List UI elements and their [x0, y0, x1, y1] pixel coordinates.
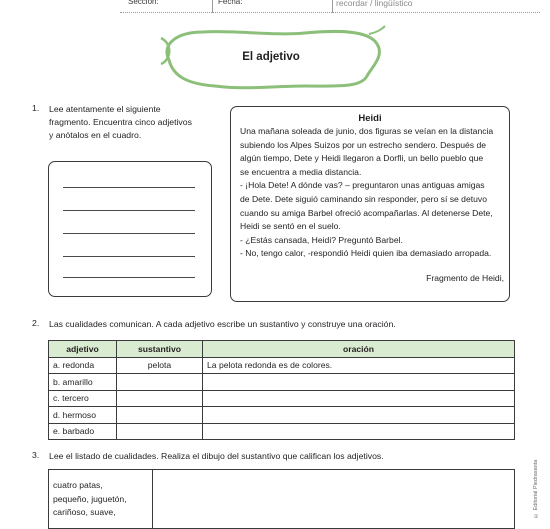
story-line: Heidi se sentó en el suelo.: [240, 221, 341, 232]
table-row: [49, 357, 515, 374]
section-label: Sección:: [128, 0, 159, 6]
sentence-cell[interactable]: [203, 407, 515, 424]
page-title: El adjetivo: [242, 51, 300, 63]
noun-cell[interactable]: pelota: [117, 357, 203, 374]
table-row: [49, 374, 515, 391]
story-line: de Dete. Dete siguió caminando sin responder, pero sí se detuvo: [240, 193, 487, 204]
exercise-3-number: 3.: [32, 450, 40, 460]
story-line: - ¡Hola Dete! A dónde vas? – preguntaron unas antiguas amigas: [240, 180, 485, 191]
exercise-2-instruction: Las cualidades comunican. A cada adjetivo escribe un sustantivo y construye una oración.: [49, 319, 396, 329]
exercise-1-instruction: [49, 103, 224, 142]
table-row: [49, 470, 515, 529]
story-line: Una mañana soleada de junio, dos figuras se veían en la distancia: [240, 126, 494, 136]
quality-line: cuatro patas,: [53, 480, 103, 490]
sentence-cell[interactable]: [203, 374, 515, 391]
column-header-adjetivo: adjetivo: [49, 341, 117, 358]
quality-line: cariñoso, suave,: [53, 507, 116, 517]
noun-cell[interactable]: [117, 407, 203, 424]
story-line: cuando su amiga Barbel ofreció acompañarlas. Al detenerse Dete,: [240, 207, 493, 218]
table-row: [49, 423, 515, 440]
adjective-cell: b. amarillo: [49, 374, 117, 391]
sentence-cell[interactable]: [203, 390, 515, 407]
adjective-table: [48, 340, 515, 440]
table-header-row: [49, 341, 515, 358]
exercise-3-instruction: Lee el listado de cualidades. Realiza el dibujo del sustantivo que califican los adjetivos.: [49, 451, 384, 461]
adjective-cell: e. barbado: [49, 423, 117, 440]
adjective-cell: d. hermoso: [49, 407, 117, 424]
story-line: algún tiempo, Dete y Heidi llegaron a Dorfli, un bello pueblo que: [240, 153, 484, 164]
instruction-line: Lee atentamente el siguiente: [49, 104, 161, 114]
qualities-table: [48, 469, 515, 529]
instruction-line: fragmento. Encuentra cinco adjetivos: [49, 117, 192, 127]
publisher-side-note: © Editorial Piedrasanta: [533, 459, 539, 518]
date-label: Fecha:: [218, 0, 243, 6]
table-row: [49, 390, 515, 407]
qualities-list-cell: [49, 470, 153, 529]
noun-cell[interactable]: [117, 390, 203, 407]
table-row: [49, 407, 515, 424]
story-line: - No, tengo calor, -respondió Heidi quien iba demasiado arropada.: [240, 248, 492, 259]
story-title: Heidi: [358, 113, 382, 124]
adjective-cell: a. redonda: [49, 357, 117, 374]
exercise-1-number: 1.: [32, 103, 40, 113]
story-line: subiendo los Alpes Suizos por un estrecho sendero. Después de: [240, 139, 487, 150]
header-dotted-line: [120, 12, 540, 13]
exercise-2-number: 2.: [32, 318, 40, 328]
adjective-answer-line-1[interactable]: [63, 187, 195, 188]
adjective-cell: c. tercero: [49, 390, 117, 407]
story-text: [240, 125, 506, 261]
instruction-line: y anótalos en el cuadro.: [49, 130, 142, 140]
activity-type-hint: recordar / lingüístico: [336, 0, 413, 8]
column-header-oracion: oración: [203, 341, 515, 358]
column-header-sustantivo: sustantivo: [117, 341, 203, 358]
sentence-cell[interactable]: [203, 423, 515, 440]
adjective-answer-line-3[interactable]: [63, 233, 195, 234]
drawing-area[interactable]: [153, 470, 515, 529]
noun-cell[interactable]: [117, 374, 203, 391]
adjective-answer-line-4[interactable]: [63, 256, 195, 257]
story-line: se encuentra a media distancia.: [240, 166, 362, 177]
sentence-cell[interactable]: La pelota redonda es de colores.: [203, 357, 515, 374]
quality-line: pequeño, juguetón,: [53, 493, 127, 504]
story-source: Fragmento de Heidi,: [426, 273, 504, 283]
adjective-answer-line-5[interactable]: [63, 277, 195, 278]
adjective-answer-line-2[interactable]: [63, 210, 195, 211]
noun-cell[interactable]: [117, 423, 203, 440]
story-line: - ¿Estás cansada, Heidi? Preguntó Barbel.: [240, 234, 403, 245]
